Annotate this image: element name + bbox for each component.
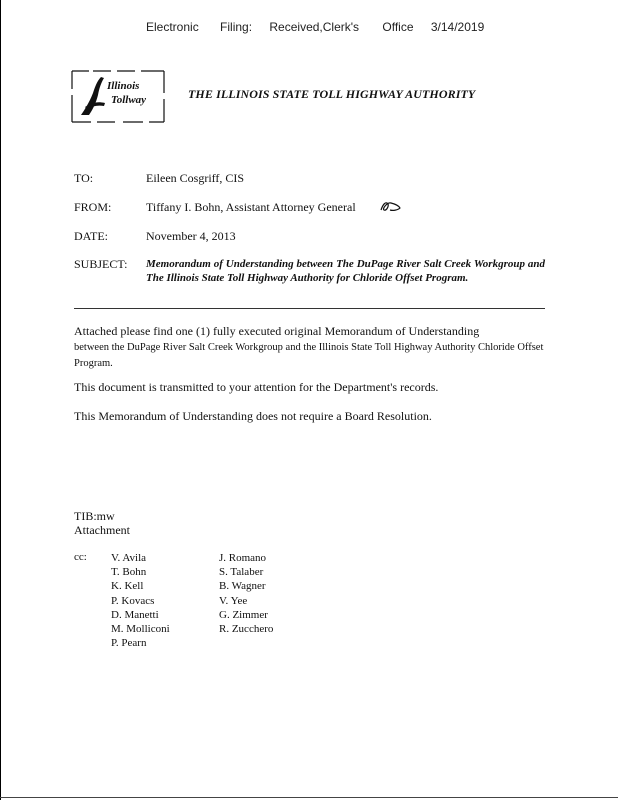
header-divider [74,308,545,309]
filing-label: Filing: [220,20,253,34]
cc-recipient: S. Talaber [219,566,264,579]
initials-signature-icon [378,198,404,216]
cc-label: cc: [74,551,87,563]
from-label: FROM: [74,200,112,214]
cc-recipient: D. Manetti [111,608,159,621]
body-paragraph-attached-line1: Attached please find one (1) fully executed original Memorandum of Understanding [74,324,480,338]
body-paragraph-attached-rest: between the DuPage River Salt Creek Workgroup and the Illinois State Toll Highway Authority Chloride Offset Program. [74,342,544,369]
cc-recipient: V. Avila [111,552,147,564]
cc-recipient: R. Zucchero [219,623,274,636]
cc-recipient: M. Molliconi [111,623,170,636]
attachment-note: Attachment [74,523,130,537]
page-bottom-edge [0,797,618,798]
filing-electronic: Electronic [146,20,199,34]
date-value: November 4, 2013 [146,229,236,243]
filing-date: 3/14/2019 [430,20,485,34]
typist-initials: TIB:mw [74,509,115,523]
illinois-tollway-logo [71,69,165,124]
to-value: Eileen Cosgriff, CIS [146,171,245,185]
cc-recipient: P. Kovacs [111,594,155,607]
cc-recipient: T. Bohn [111,566,147,579]
cc-recipient: G. Zimmer [219,608,268,621]
body-paragraph-resolution: This Memorandum of Understanding does not require a Board Resolution. [74,409,432,423]
body-paragraph-transmitted: This document is transmitted to your attention for the Department's records. [74,380,439,394]
subject-label: SUBJECT: [74,257,128,271]
from-value: Tiffany I. Bohn, Assistant Attorney General [146,200,356,214]
cc-list-column-1 [111,551,170,650]
to-label: TO: [74,171,94,185]
cc-recipient: J. Romano [219,552,267,564]
subject-value: Memorandum of Understanding between The DuPage River Salt Creek Workgroup and The Illinois State Toll Highway Authority for Chloride Offset Program. [146,258,545,284]
logo-word-illinois: Illinois [107,80,140,92]
page-left-edge [0,0,1,800]
cc-recipient: K. Kell [111,580,144,593]
electronic-filing-stamp [146,20,484,34]
cc-list-column-2 [219,551,273,636]
date-label: DATE: [74,229,108,243]
body-paragraph-attached [74,324,544,371]
organization-name: THE ILLINOIS STATE TOLL HIGHWAY AUTHORITY [188,87,476,101]
cc-recipient: B. Wagner [219,580,266,593]
filing-received: Received,Clerk's [269,20,360,34]
cc-recipient: V. Yee [219,594,248,607]
logo-word-tollway: Tollway [111,94,147,106]
cc-recipient: P. Pearn [111,637,147,650]
filing-office: Office [382,20,414,34]
